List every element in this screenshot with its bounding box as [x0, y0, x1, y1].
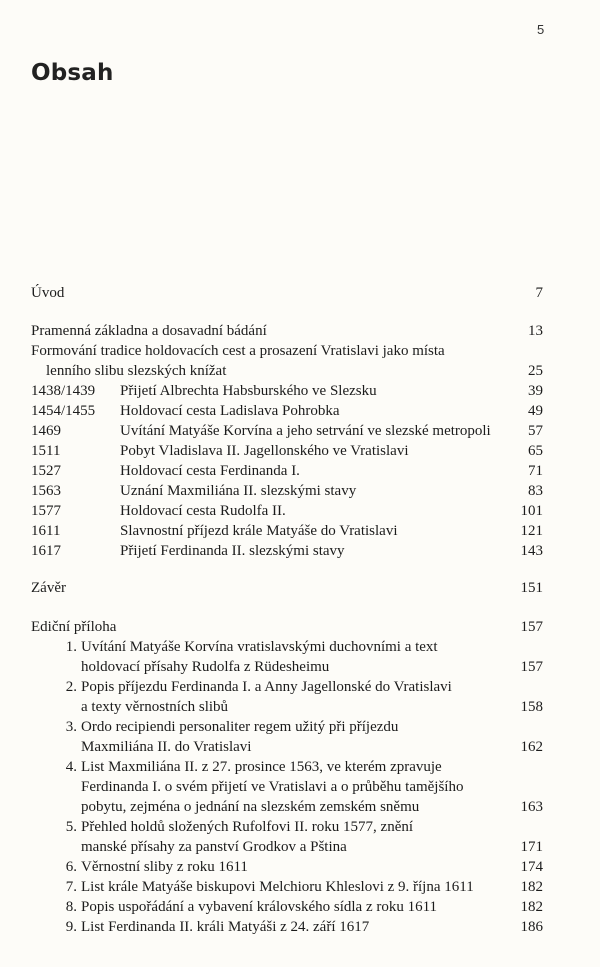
toc-entry-title: List Maxmiliána II. z 27. prosince 1563, ve kterém zpravuje: [81, 759, 442, 775]
toc-entry-number: 5.: [65, 819, 77, 835]
toc-entry-number: 8.: [65, 899, 77, 915]
toc-entry-page: 83: [528, 483, 543, 499]
toc-entry-page: 157: [520, 659, 543, 675]
toc-entry: [0, 837, 600, 857]
toc-entry: [0, 757, 600, 777]
toc-entry-title: Ediční příloha: [31, 619, 117, 635]
toc-entry-page: 65: [528, 443, 543, 459]
toc-entry-year: 1611: [31, 523, 61, 539]
toc-entry-title: Uvítání Matyáše Korvína vratislavskými duchovními a text: [81, 639, 438, 655]
toc-entry-title: Závěr: [31, 580, 66, 596]
toc-entry-page: 101: [520, 503, 543, 519]
toc-entry-year: 1511: [31, 443, 61, 459]
toc-entry-number: 6.: [65, 859, 77, 875]
toc-entry-title: Slavnostní příjezd krále Matyáše do Vratislavi: [120, 523, 398, 539]
toc-entry-page: 158: [520, 699, 543, 715]
toc-entry-page: 25: [528, 363, 543, 379]
toc-entry-page: 7: [535, 285, 543, 301]
toc-entry: [0, 717, 600, 737]
toc-entry: [0, 401, 600, 421]
toc-entry-title: Věrnostní sliby z roku 1611: [81, 859, 248, 875]
toc-entry-page: 162: [520, 739, 543, 755]
toc-entry: [0, 421, 600, 441]
toc-entry: [0, 361, 600, 381]
toc-entry-title: List krále Matyáše biskupovi Melchioru Khleslovi z 9. října 1611: [81, 879, 474, 895]
toc-entry: [0, 521, 600, 541]
toc-entry-title: Ordo recipiendi personaliter regem užitý při příjezdu: [81, 719, 399, 735]
toc-entry-page: 71: [528, 463, 543, 479]
toc-entry: [0, 817, 600, 837]
toc-entry: [0, 777, 600, 797]
toc-entry-page: 163: [520, 799, 543, 815]
page-title: Obsah: [31, 60, 114, 86]
toc-entry-page: 182: [520, 879, 543, 895]
toc-entry-title: Popis příjezdu Ferdinanda I. a Anny Jagellonské do Vratislavi: [81, 679, 452, 695]
toc-entry-page: 157: [520, 619, 543, 635]
toc-entry: [0, 857, 600, 877]
toc-entry-title: Maxmiliána II. do Vratislavi: [81, 739, 252, 755]
toc-entry-page: 57: [528, 423, 543, 439]
toc-entry-year: 1527: [31, 463, 61, 479]
toc-entry: [0, 917, 600, 937]
toc-entry-title: List Ferdinanda II. králi Matyáši z 24. září 1617: [81, 919, 370, 935]
toc-entry-page: 13: [528, 323, 543, 339]
toc-entry: [0, 481, 600, 501]
toc-entry-title: Popis uspořádání a vybavení královského sídla z roku 1611: [81, 899, 438, 915]
toc-entry-title: Ferdinanda I. o svém přijetí ve Vratislavi a o průběhu tamějšího: [81, 779, 464, 795]
toc-entry: [0, 737, 600, 757]
toc-entry: [0, 897, 600, 917]
toc-entry-title: Holdovací cesta Rudolfa II.: [120, 503, 286, 519]
toc-entry-page: 121: [520, 523, 543, 539]
toc-entry-year: 1617: [31, 543, 61, 559]
toc-entry-page: 186: [520, 919, 543, 935]
toc-entry: [0, 441, 600, 461]
toc-entry-title: Uvítání Matyáše Korvína a jeho setrvání ve slezské metropoli: [120, 423, 491, 439]
toc-entry: [0, 877, 600, 897]
toc-entry-page: 49: [528, 403, 543, 419]
toc-entry-page: 39: [528, 383, 543, 399]
toc-entry-number: 7.: [65, 879, 77, 895]
toc-entry: [0, 677, 600, 697]
toc-entry: [0, 341, 600, 361]
toc-entry-year: 1438/1439: [31, 383, 96, 399]
toc-entry-number: 2.: [65, 679, 77, 695]
toc-entry-number: 4.: [65, 759, 77, 775]
toc-entry: [0, 461, 600, 481]
toc-entry-title: Formování tradice holdovacích cest a prosazení Vratislavi jako místa: [31, 343, 445, 359]
toc-entry: [0, 283, 600, 303]
toc-entry-title: Přijetí Ferdinanda II. slezskými stavy: [120, 543, 345, 559]
toc-entry-title: Úvod: [31, 285, 65, 301]
toc-entry: [0, 697, 600, 717]
toc-entry-title: Pramenná základna a dosavadní bádání: [31, 323, 267, 339]
toc-entry-title: Pobyt Vladislava II. Jagellonského ve Vratislavi: [120, 443, 409, 459]
toc-entry-title: Přehled holdů složených Rufolfovi II. roku 1577, znění: [81, 819, 414, 835]
toc-entry-page: 151: [520, 580, 543, 596]
toc-entry-page: 143: [520, 543, 543, 559]
toc-entry-number: 3.: [65, 719, 77, 735]
toc-entry-title: manské přísahy za panství Grodkov a Pština: [81, 839, 347, 855]
toc-entry-year: 1454/1455: [31, 403, 96, 419]
toc-entry-title: Přijetí Albrechta Habsburského ve Slezsku: [120, 383, 377, 399]
toc-entry-page: 182: [520, 899, 543, 915]
toc-entry-title: Uznání Maxmiliána II. slezskými stavy: [120, 483, 357, 499]
toc-entry-page: 174: [520, 859, 543, 875]
page-number: 5: [537, 22, 545, 37]
toc-entry-number: 9.: [65, 919, 77, 935]
toc-entry: [0, 501, 600, 521]
toc-entry-title: pobytu, zejména o jednání na slezském zemském sněmu: [81, 799, 420, 815]
toc-entry: [0, 578, 600, 598]
toc-entry-number: 1.: [65, 639, 77, 655]
toc-entry-title: holdovací přísahy Rudolfa z Rüdesheimu: [81, 659, 330, 675]
toc-entry-year: 1563: [31, 483, 61, 499]
toc-entry-year: 1469: [31, 423, 61, 439]
toc-entry: [0, 797, 600, 817]
toc-entry: [0, 617, 600, 637]
toc-entry: [0, 381, 600, 401]
toc-entry: [0, 541, 600, 561]
toc-entry: [0, 657, 600, 677]
toc-entry-title: Holdovací cesta Ladislava Pohrobka: [120, 403, 340, 419]
toc-entry-year: 1577: [31, 503, 61, 519]
toc-entry: [0, 321, 600, 341]
toc-entry-page: 171: [520, 839, 543, 855]
toc-entry: [0, 637, 600, 657]
toc-entry-title: Holdovací cesta Ferdinanda I.: [120, 463, 300, 479]
toc-entry-title: lenního slibu slezských knížat: [46, 363, 227, 379]
toc-entry-title: a texty věrnostních slibů: [81, 699, 229, 715]
